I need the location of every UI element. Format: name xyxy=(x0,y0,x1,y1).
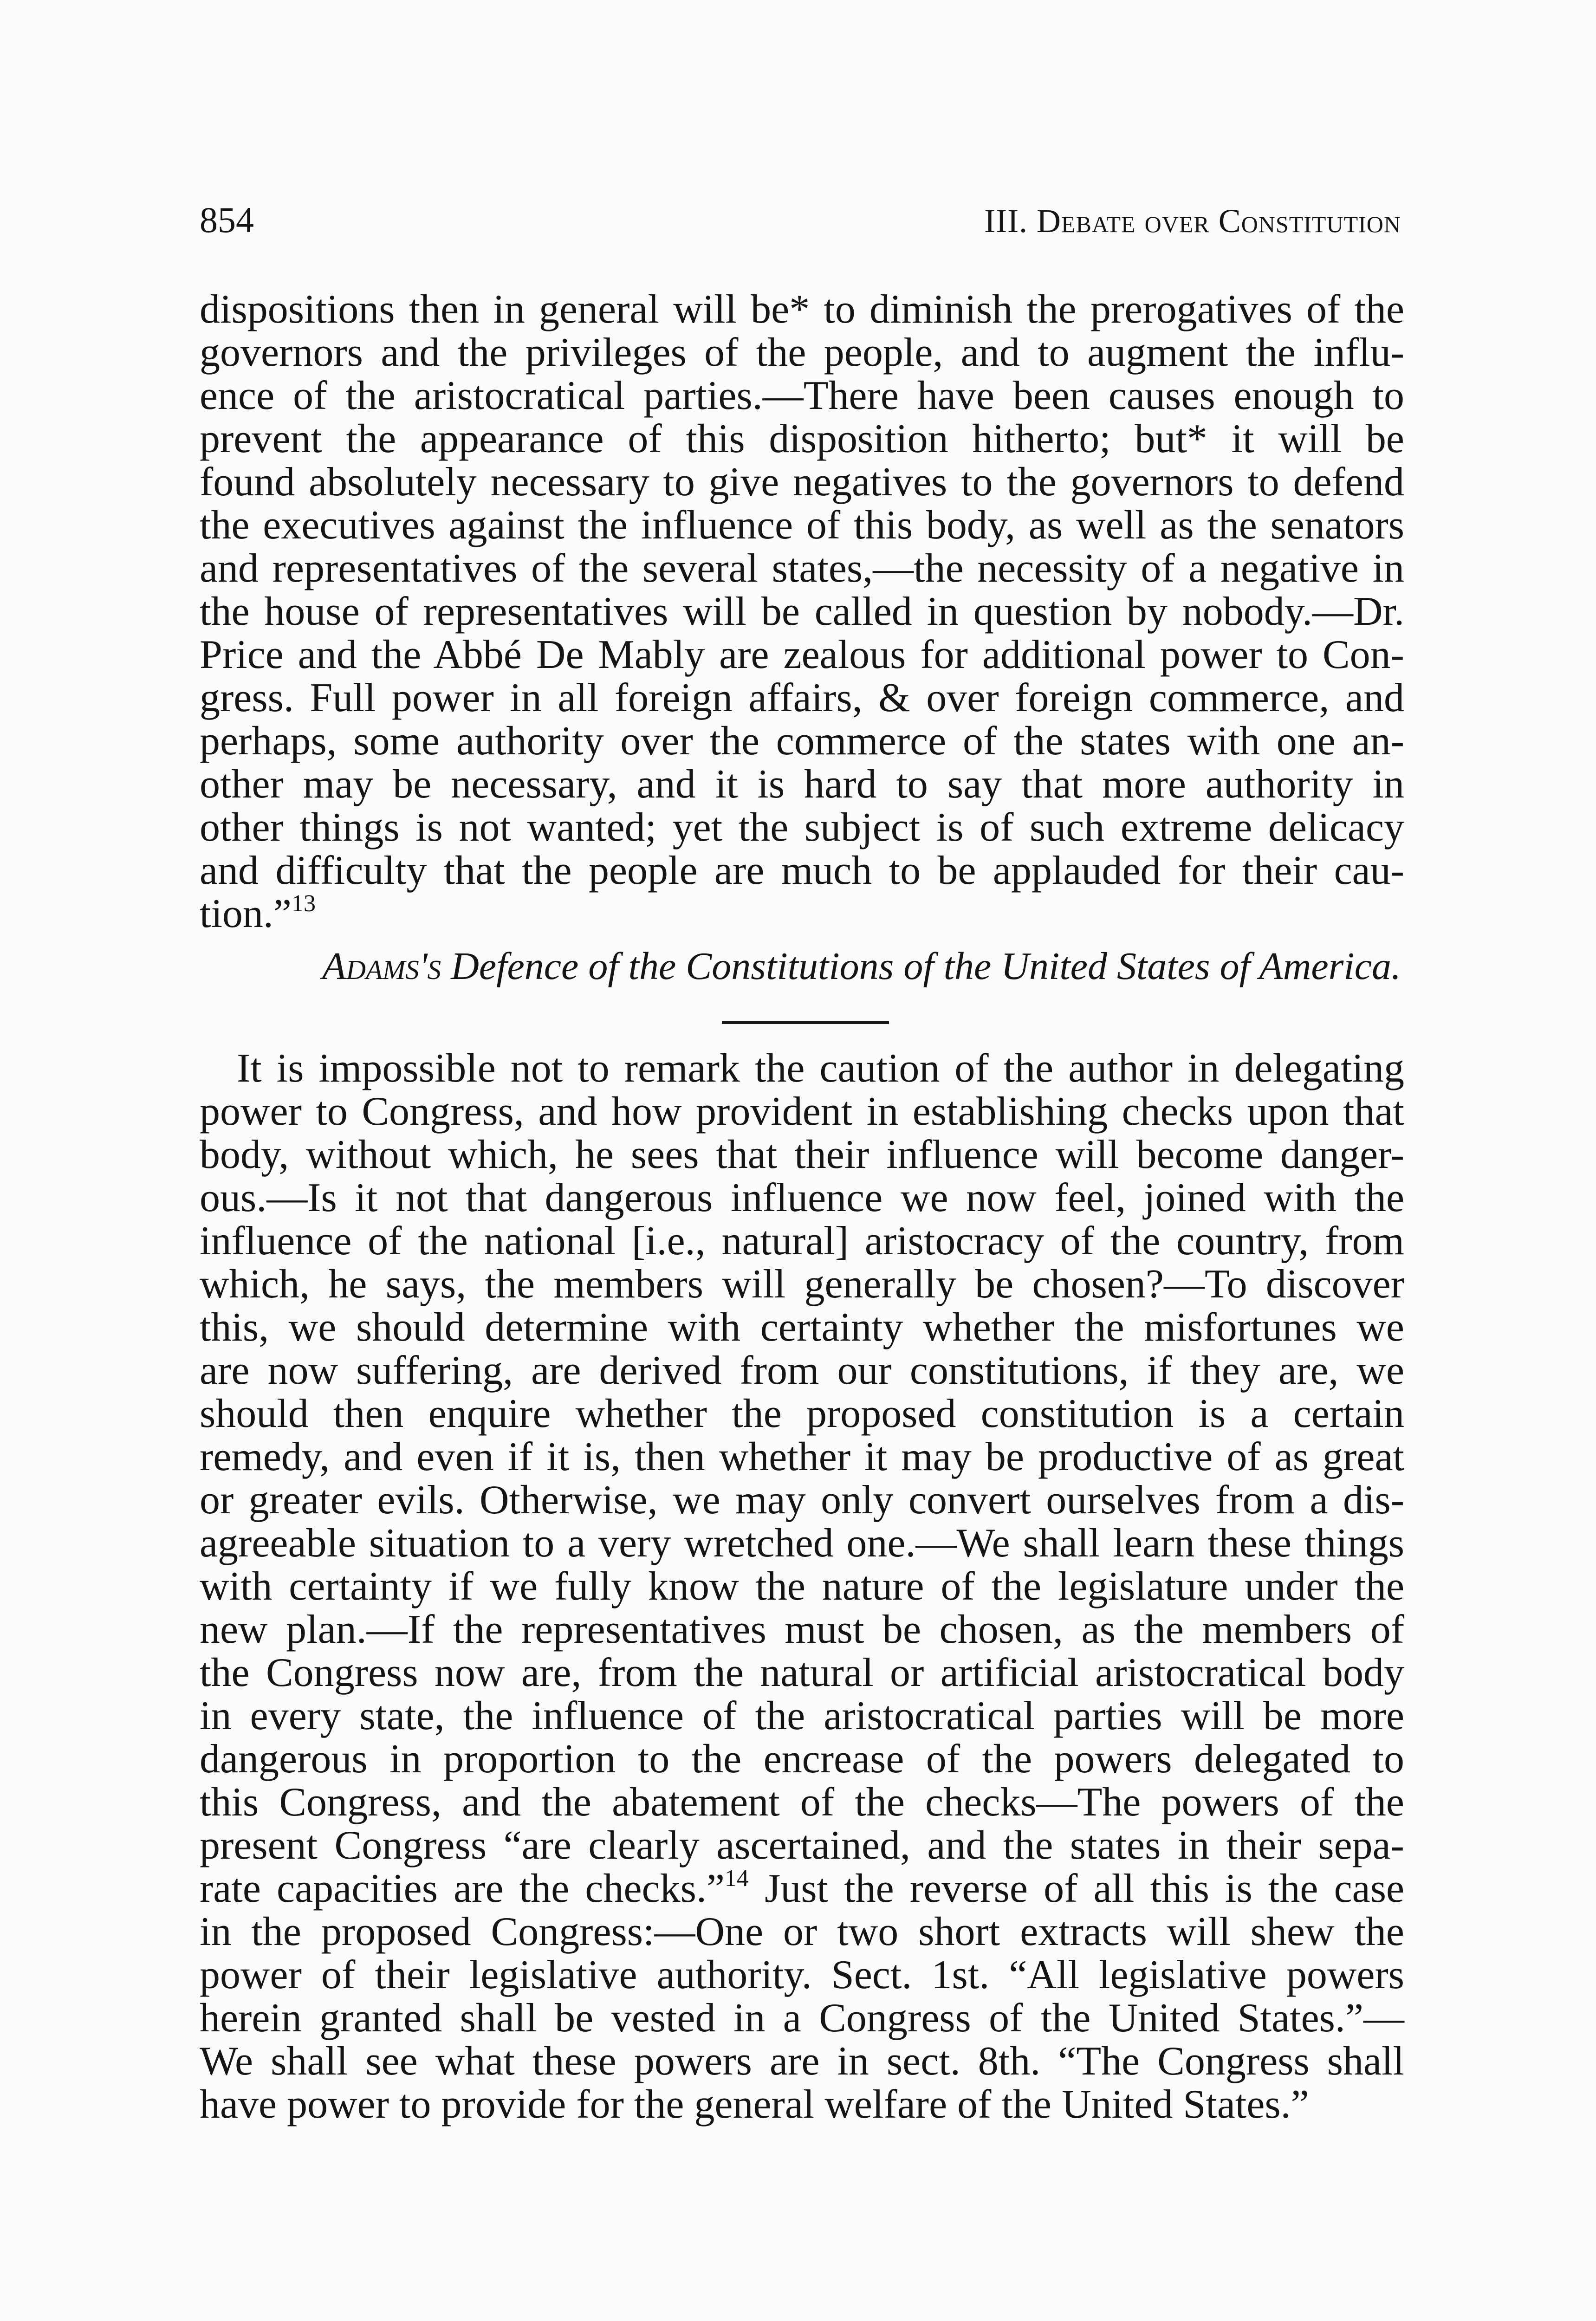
quote-line: and difficulty that the people are much to be applauded for their cau- xyxy=(200,848,1404,893)
quote-line: ence of the aristocratical parties.—There have been causes enough to xyxy=(200,373,1404,418)
body-line: this, we should determine with certainty whether the misfortunes we xyxy=(200,1305,1404,1350)
quote-line: perhaps, some authority over the commerce of the states with one an- xyxy=(200,719,1404,764)
quoted-passage xyxy=(200,288,1404,935)
body-line: present Congress “are clearly ascertained, and the states in their sepa- xyxy=(200,1823,1404,1868)
attribution xyxy=(322,947,1401,986)
quote-line: Price and the Abbé De Mably are zealous for additional power to Con- xyxy=(200,632,1404,677)
quote-line: governors and the privileges of the people, and to augment the influ- xyxy=(200,330,1404,375)
body-line: with certainty if we fully know the nature of the legislature under the xyxy=(200,1564,1404,1609)
quote-last-text: tion.” xyxy=(200,891,292,936)
body-paragraph xyxy=(200,1047,1404,2126)
quote-line: the house of representatives will be called in question by nobody.—Dr. xyxy=(200,589,1404,634)
body-line-with-footnote xyxy=(200,1867,1404,1910)
body-line: in the proposed Congress:—One or two short extracts will shew the xyxy=(200,1909,1404,1954)
body-line: herein granted shall be vested in a Congress of the United States.”— xyxy=(200,1996,1404,2041)
body-line: It is impossible not to remark the caution of the author in delegating xyxy=(237,1046,1404,1091)
page-number: 854 xyxy=(200,200,254,240)
footnote-ref-13: 13 xyxy=(291,890,316,917)
running-head xyxy=(984,204,1401,238)
quote-line: other may be necessary, and it is hard to say that more authority in xyxy=(200,762,1404,807)
quote-line: the executives against the influence of this body, as well as the senators xyxy=(200,503,1404,548)
running-head-title: Debate over Constitution xyxy=(1037,202,1401,240)
attribution-title: Defence of the Constitutions of the United States of America. xyxy=(441,945,1401,988)
body-line: power of their legislative authority. Sect. 1st. “All legislative powers xyxy=(200,1952,1404,1997)
body-line: We shall see what these powers are in sect. 8th. “The Congress shall xyxy=(200,2039,1404,2084)
body-line: power to Congress, and how provident in establishing checks upon that xyxy=(200,1089,1404,1134)
body-line: should then enquire whether the proposed constitution is a certain xyxy=(200,1391,1404,1436)
quote-line: and representatives of the several states,—the necessity of a negative in xyxy=(200,546,1404,591)
body-line: the Congress now are, from the natural or artificial aristocratical body xyxy=(200,1650,1404,1695)
quote-line: dispositions then in general will be* to diminish the prerogatives of the xyxy=(200,287,1404,332)
body-line: influence of the national [i.e., natural] aristocracy of the country, from xyxy=(200,1219,1404,1264)
quote-line: prevent the appearance of this disposition hitherto; but* it will be xyxy=(200,416,1404,461)
quote-line: gress. Full power in all foreign affairs, & over foreign commerce, and xyxy=(200,675,1404,720)
quote-line: other things is not wanted; yet the subject is of such extreme delicacy xyxy=(200,805,1404,850)
body-last-line: have power to provide for the general welfare of the United States.” xyxy=(200,2082,1309,2127)
body-line: are now suffering, are derived from our constitutions, if they are, we xyxy=(200,1348,1404,1393)
body-line: new plan.—If the representatives must be chosen, as the members of xyxy=(200,1607,1404,1652)
body-line: agreeable situation to a very wretched one.—We shall learn these things xyxy=(200,1521,1404,1566)
running-head-prefix: III. xyxy=(984,202,1037,240)
attribution-author: Adams's xyxy=(322,945,441,988)
body-line: this Congress, and the abatement of the checks—The powers of the xyxy=(200,1780,1404,1825)
body-line: remedy, and even if it is, then whether it may be productive of as great xyxy=(200,1434,1404,1479)
footnote-ref-14: 14 xyxy=(724,1865,749,1892)
body-line: or greater evils. Otherwise, we may only convert ourselves from a dis- xyxy=(200,1478,1404,1523)
body-line: ous.—Is it not that dangerous influence we now feel, joined with the xyxy=(200,1175,1404,1220)
body-line: body, without which, he sees that their influence will become danger- xyxy=(200,1132,1404,1177)
body-text: Just the reverse of all this is the case xyxy=(748,1866,1405,1911)
body-line: in every state, the influence of the aristocratical parties will be more xyxy=(200,1693,1404,1738)
body-line: which, he says, the members will generally be chosen?—To discover xyxy=(200,1262,1404,1307)
section-divider xyxy=(722,1021,889,1024)
quote-line: found absolutely necessary to give negatives to the governors to defend xyxy=(200,460,1404,505)
body-line: dangerous in proportion to the encrease of the powers delegated to xyxy=(200,1737,1404,1782)
body-text: rate capacities are the checks.” xyxy=(200,1866,725,1911)
quote-last-line xyxy=(200,892,1404,935)
